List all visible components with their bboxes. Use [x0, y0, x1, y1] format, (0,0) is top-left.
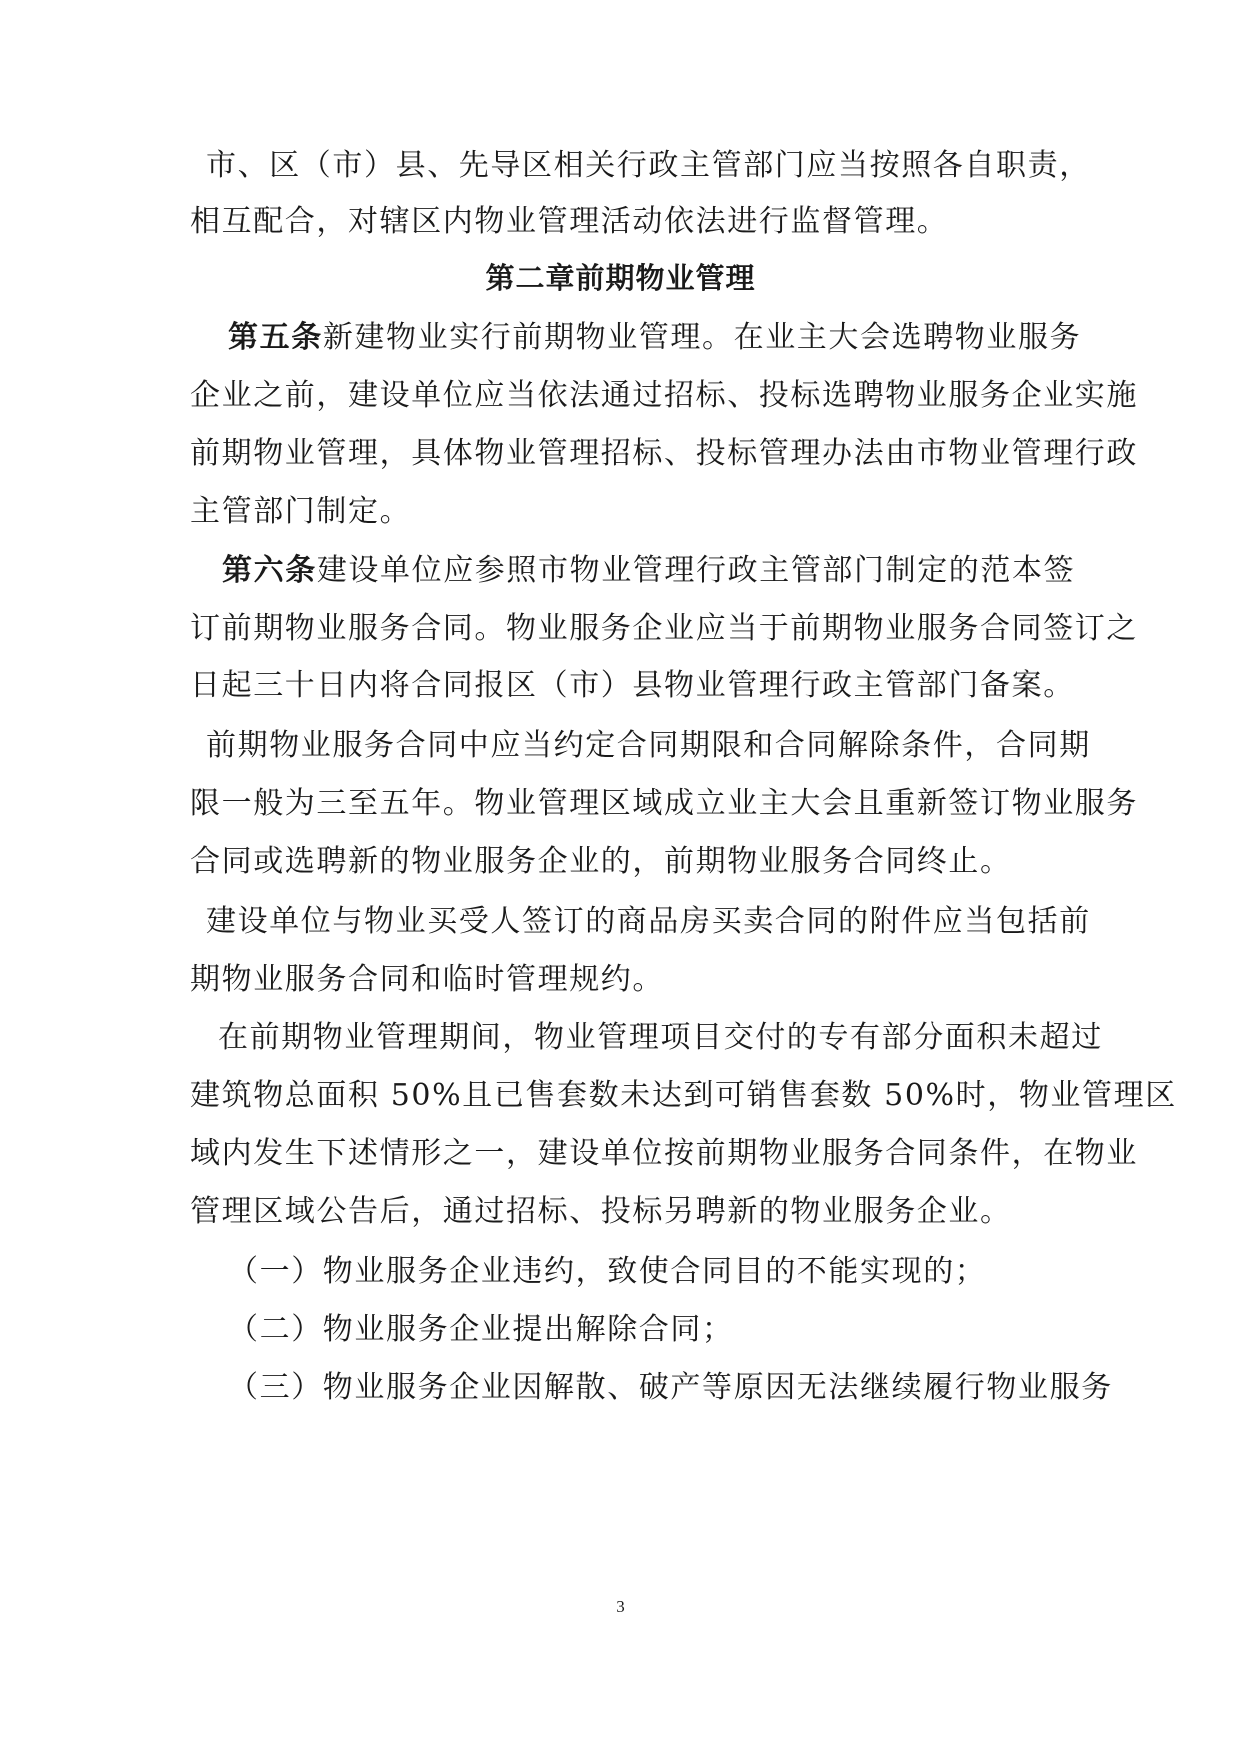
body-line: 相互配合，对辖区内物业管理活动依法进行监督管理。 [190, 204, 949, 239]
article-5-label: 第五条 [228, 320, 323, 355]
article-5-text: 新建物业实行前期物业管理。在业主大会选聘物业服务 [322, 320, 1082, 355]
article-6-label: 第六条 [222, 553, 317, 588]
body-line: 主管部门制定。 [190, 494, 412, 529]
body-line: 限一般为三至五年。物业管理区域成立业主大会且重新签订物业服务 [190, 786, 1138, 821]
body-line: 前期物业管理，具体物业管理招标、投标管理办法由市物业管理行政 [190, 436, 1138, 471]
body-line: 管理区域公告后，通过招标、投标另聘新的物业服务企业。 [190, 1194, 1012, 1229]
body-line: 域内发生下述情形之一，建设单位按前期物业服务合同条件，在物业 [190, 1136, 1138, 1171]
body-line: 前期物业服务合同中应当约定合同期限和合同解除条件，合同期 [206, 728, 1091, 763]
article-5-line [228, 318, 1081, 358]
chapter-heading: 第二章前期物业管理 [485, 261, 756, 295]
body-line: 日起三十日内将合同报区（市）县物业管理行政主管部门备案。 [190, 668, 1075, 703]
page-number: 3 [616, 1597, 625, 1616]
body-line: 市、区（市）县、先导区相关行政主管部门应当按照各自职责， [206, 148, 1091, 183]
body-line: 合同或选聘新的物业服务企业的，前期物业服务合同终止。 [190, 844, 1012, 879]
body-line: 企业之前，建设单位应当依法通过招标、投标选聘物业服务企业实施 [190, 378, 1138, 413]
list-item: （三）物业服务企业因解散、破产等原因无法继续履行物业服务 [228, 1370, 1113, 1405]
article-6-text: 建设单位应参照市物业管理行政主管部门制定的范本签 [316, 553, 1076, 588]
body-line: 在前期物业管理期间，物业管理项目交付的专有部分面积未超过 [218, 1020, 1103, 1055]
body-line: 订前期物业服务合同。物业服务企业应当于前期物业服务合同签订之 [190, 611, 1138, 646]
list-item: （二）物业服务企业提出解除合同； [228, 1312, 734, 1347]
article-6-line [222, 551, 1075, 591]
body-line: 建筑物总面积 50%且已售套数未达到可销售套数 50%时，物业管理区 [190, 1078, 1177, 1113]
list-item: （一）物业服务企业违约，致使合同目的不能实现的； [228, 1254, 987, 1289]
body-line: 建设单位与物业买受人签订的商品房买卖合同的附件应当包括前 [206, 904, 1091, 939]
body-line: 期物业服务合同和临时管理规约。 [190, 962, 664, 997]
